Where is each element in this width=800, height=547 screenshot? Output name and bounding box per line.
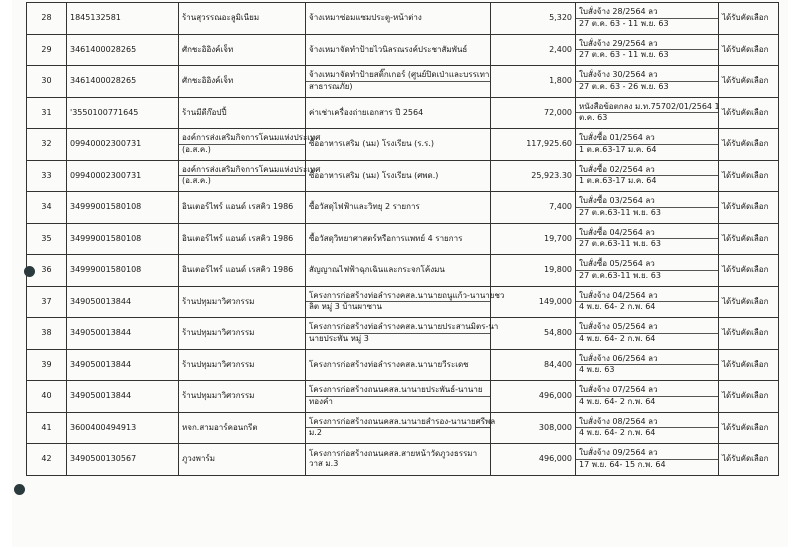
tax-id: 3600400494913 (67, 412, 179, 444)
order-reference-line: 1 ต.ค.63-17 ม.ค. 64 (579, 144, 657, 154)
item-description-line: จ้างเหมาซ่อมแซมประตู-หน้าต่าง (309, 13, 422, 22)
order-reference (576, 255, 719, 287)
item-description (306, 318, 499, 350)
item-description-line: ซื้ออาหารเสริม (นม) โรงเรียน (ศพด.) (309, 170, 439, 180)
vendor-name-line: อินเตอร์ไพร์ แอนด์ เรสคิว 1986 (182, 202, 294, 211)
vendor-name (179, 349, 306, 381)
item-description-line: โครงการก่อสร้างท่อลำรางคสล.นานายประสานมิตร-นา (306, 322, 490, 334)
tax-id: 3490500130567 (67, 444, 179, 476)
amount: 308,000 (491, 412, 576, 444)
selection-result: ได้รับคัดเลือก (719, 192, 779, 224)
selection-result: ได้รับคัดเลือก (719, 97, 779, 129)
amount: 72,000 (491, 97, 576, 129)
item-description-line: ซื้อวัสดุวิทยาศาสตร์หรือการแพทย์ 4 รายการ (309, 233, 463, 243)
row-number: 36 (27, 255, 67, 287)
document-page (12, 0, 788, 547)
order-reference-line: ใบสั่งจ้าง 29/2564 ลว (576, 39, 718, 51)
vendor-name (179, 34, 306, 66)
selection-result: ได้รับคัดเลือก (719, 286, 779, 318)
item-description (306, 381, 491, 413)
vendor-name (179, 66, 306, 98)
row-number: 42 (27, 444, 67, 476)
table-row (27, 318, 779, 350)
selection-result: ได้รับคัดเลือก (719, 318, 779, 350)
vendor-name (179, 412, 306, 444)
amount: 84,400 (491, 349, 576, 381)
item-description (306, 223, 491, 255)
order-reference (576, 97, 719, 129)
item-description-line: โครงการก่อสร้างถนนคสล.สายหน้าวัดภูวงธรรมาวาส ม.3 (309, 448, 478, 469)
vendor-name-line: (อ.ส.ค.) (182, 144, 211, 154)
order-reference-line: ใบสั่งซื้อ 03/2564 ลว (576, 196, 718, 208)
order-reference (576, 412, 719, 444)
order-reference-line: 27 ต.ค. 63 - 11 พ.ย. 63 (579, 50, 669, 60)
amount: 2,400 (491, 34, 576, 66)
order-reference-line: 27 ต.ค.63-11 พ.ย. 63 (579, 207, 661, 217)
row-number: 33 (27, 160, 67, 192)
row-number: 29 (27, 34, 67, 66)
item-description (306, 286, 505, 318)
order-reference-line: ใบสั่งจ้าง 09/2564 ลว (576, 448, 718, 460)
selection-result: ได้รับคัดเลือก (719, 255, 779, 287)
vendor-name (179, 129, 321, 161)
amount: 496,000 (491, 381, 576, 413)
amount: 117,925.60 (491, 129, 576, 161)
tax-id: 09940002300731 (67, 160, 179, 192)
selection-result: ได้รับคัดเลือก (719, 349, 779, 381)
item-description-line: จ้างเหมาจัดทำป้ายสติ๊กเกอร์ (ศูนย์ปิดเป่าและบรรเทา (306, 70, 490, 82)
order-reference-line: ใบสั่งซื้อ 04/2564 ลว (576, 228, 718, 240)
item-description (306, 66, 491, 98)
order-reference-line: 4 พ.ย. 64- 2 ก.พ. 64 (579, 396, 656, 406)
order-reference-line: 27 ต.ค.63-11 พ.ย. 63 (579, 239, 661, 249)
selection-result: ได้รับคัดเลือก (719, 34, 779, 66)
item-description-line: โครงการก่อสร้างท่อลำรางคสล.นานายวีระเดช (309, 359, 469, 369)
item-description (306, 3, 491, 35)
vendor-name-line: ศักชะอิอิงค์เจ็ท (182, 44, 234, 54)
table-body (27, 3, 779, 476)
tax-id: 1845132581 (67, 3, 179, 35)
vendor-name-line: อินเตอร์ไพร์ แอนด์ เรสคิว 1986 (182, 233, 294, 243)
item-description-line: จ้างเหมาจัดทำป้ายไวนิลรณรงค์ประชาสัมพันธ์ (309, 44, 468, 54)
item-description (306, 444, 491, 476)
order-reference (576, 444, 719, 476)
item-description-line: นายประพัน หมู่ 3 (309, 333, 369, 343)
item-description-line: ม.2 (309, 428, 322, 438)
tax-id: 349050013844 (67, 349, 179, 381)
item-description (306, 349, 491, 381)
order-reference (576, 349, 719, 381)
order-reference (576, 223, 719, 255)
row-number: 31 (27, 97, 67, 129)
item-description (306, 129, 491, 161)
order-reference (576, 34, 719, 66)
vendor-name-line: หจก.สามอาร์คอนกรีต (182, 422, 258, 432)
amount: 1,800 (491, 66, 576, 98)
row-number: 38 (27, 318, 67, 350)
order-reference-line: 17 พ.ย. 64- 15 ก.พ. 64 (579, 459, 666, 469)
item-description-line: โครงการก่อสร้างถนนคสล.นานายสำรอง-นานายศรีพล (306, 417, 490, 429)
order-reference-line: 4 พ.ย. 64- 2 ก.พ. 64 (579, 428, 656, 438)
table-row (27, 255, 779, 287)
vendor-name (179, 192, 306, 224)
item-description-line: ซื้ออาหารเสริม (นม) โรงเรียน (ร.ร.) (309, 139, 435, 148)
order-reference (576, 192, 719, 224)
vendor-name-line: ร้านมีดีก๊อปปี้ (182, 107, 227, 117)
item-description-line: ค่าเช่าเครื่องถ่ายเอกสาร ปี 2564 (309, 107, 424, 117)
vendor-name-line: ร้านปทุมมาวิศวกรรม (182, 296, 255, 306)
punch-hole (14, 484, 25, 495)
table-row (27, 349, 779, 381)
amount: 5,320 (491, 3, 576, 35)
selection-result: ได้รับคัดเลือก (719, 223, 779, 255)
order-reference-line: 4 พ.ย. 64- 2 ก.พ. 64 (579, 333, 656, 343)
order-reference (576, 129, 719, 161)
selection-result: ได้รับคัดเลือก (719, 444, 779, 476)
amount: 7,400 (491, 192, 576, 224)
order-reference-line: 27 ต.ค. 63 - 11 พ.ย. 63 (579, 18, 669, 28)
table-row (27, 444, 779, 476)
order-reference (576, 318, 719, 350)
row-number: 30 (27, 66, 67, 98)
tax-id: '3550100771645 (67, 97, 179, 129)
item-description-line: ทองคำ (309, 396, 333, 406)
amount: 19,800 (491, 255, 576, 287)
order-reference-line: 4 พ.ย. 64- 2 ก.พ. 64 (579, 302, 656, 312)
order-reference-line: ใบสั่งจ้าง 04/2564 ลว (576, 291, 718, 303)
order-reference-line: ใบสั่งจ้าง 30/2564 ลว (576, 70, 718, 82)
tax-id: 34999001580108 (67, 192, 179, 224)
order-reference-line: ใบสั่งจ้าง 06/2564 ลว (576, 354, 718, 366)
order-reference-line: 1 ต.ค.63-17 ม.ค. 64 (579, 176, 657, 186)
selection-result: ได้รับคัดเลือก (719, 412, 779, 444)
row-number: 37 (27, 286, 67, 318)
selection-result: ได้รับคัดเลือก (719, 3, 779, 35)
selection-result: ได้รับคัดเลือก (719, 66, 779, 98)
vendor-name (179, 3, 306, 35)
vendor-name (179, 160, 321, 192)
tax-id: 349050013844 (67, 286, 179, 318)
order-reference-line: ใบสั่งจ้าง 07/2564 ลว (576, 385, 718, 397)
table-row (27, 34, 779, 66)
table-row (27, 381, 779, 413)
tax-id: 3461400028265 (67, 66, 179, 98)
tax-id: 349050013844 (67, 318, 179, 350)
amount: 496,000 (491, 444, 576, 476)
table-row (27, 223, 779, 255)
order-reference-line: 27 ต.ค. 63 - 26 พ.ย. 63 (579, 81, 669, 91)
order-reference-line: 27 ต.ค.63-11 พ.ย. 63 (579, 270, 661, 280)
amount: 25,923.30 (491, 160, 576, 192)
vendor-name (179, 444, 306, 476)
order-reference (576, 3, 719, 35)
vendor-name (179, 286, 306, 318)
vendor-name-line: ศักชะอิอิงค์เจ็ท (182, 76, 234, 85)
table-row (27, 3, 779, 35)
vendor-name (179, 255, 306, 287)
item-description (306, 97, 491, 129)
item-description-line: ซื้อวัสดุไฟฟ้าและวิทยุ 2 รายการ (309, 202, 420, 211)
vendor-name-line: องค์การส่งเสริมกิจการโคนมแห่งประเทศ (179, 165, 305, 177)
vendor-name-line: ร้านปทุมมาวิศวกรรม (182, 359, 255, 369)
selection-result: ได้รับคัดเลือก (719, 129, 779, 161)
row-number: 28 (27, 3, 67, 35)
tax-id: 34999001580108 (67, 255, 179, 287)
table-row (27, 286, 779, 318)
order-reference-line: ใบสั่งซื้อ 05/2564 ลว (576, 259, 718, 271)
tax-id: 09940002300731 (67, 129, 179, 161)
item-description-line: ลิต หมู่ 3 บ้านผาซาน (309, 302, 382, 312)
table-row (27, 129, 779, 161)
row-number: 41 (27, 412, 67, 444)
order-reference (576, 286, 719, 318)
punch-hole (24, 266, 35, 277)
vendor-name-line: ร้านสุวรรณอะลูมิเนียม (182, 13, 260, 22)
row-number: 35 (27, 223, 67, 255)
order-reference (576, 160, 719, 192)
vendor-name-line: ร้านปทุมมาวิศวกรรม (182, 391, 255, 400)
selection-result: ได้รับคัดเลือก (719, 381, 779, 413)
order-reference-line: ใบสั่งซื้อ 02/2564 ลว (576, 165, 718, 177)
order-reference (576, 66, 719, 98)
vendor-name (179, 97, 306, 129)
row-number: 39 (27, 349, 67, 381)
item-description (306, 160, 491, 192)
table-row (27, 66, 779, 98)
procurement-table (26, 2, 779, 476)
row-number: 34 (27, 192, 67, 224)
row-number: 40 (27, 381, 67, 413)
item-description (306, 255, 491, 287)
order-reference-line: หนังสือข้อตกลง ม.ท.75702/01/2564 1 (576, 102, 718, 114)
order-reference-line: ใบสั่งจ้าง 28/2564 ลว (576, 7, 718, 19)
vendor-name (179, 381, 306, 413)
vendor-name-line: องค์การส่งเสริมกิจการโคนมแห่งประเทศ (179, 133, 305, 145)
table-row (27, 412, 779, 444)
item-description-line: สาธารณภัย) (309, 81, 353, 91)
tax-id: 349050013844 (67, 381, 179, 413)
vendor-name-line: ภูวงพาร์ม (182, 454, 216, 463)
item-description-line: โครงการก่อสร้างถนนคสล.นานายประพันธ์-นานาย (306, 385, 490, 397)
amount: 19,700 (491, 223, 576, 255)
vendor-name-line: ร้านปทุมมาวิศวกรรม (182, 328, 255, 337)
order-reference-line: ใบสั่งจ้าง 08/2564 ลว (576, 417, 718, 429)
table-row (27, 97, 779, 129)
item-description (306, 34, 491, 66)
order-reference (576, 381, 719, 413)
vendor-name (179, 318, 306, 350)
amount: 54,800 (491, 318, 576, 350)
order-reference-line: 4 พ.ย. 63 (579, 365, 615, 375)
vendor-name (179, 223, 306, 255)
tax-id: 3461400028265 (67, 34, 179, 66)
table-row (27, 160, 779, 192)
amount: 149,000 (491, 286, 576, 318)
item-description (306, 192, 491, 224)
tax-id: 34999001580108 (67, 223, 179, 255)
row-number: 32 (27, 129, 67, 161)
order-reference-line: ใบสั่งซื้อ 01/2564 ลว (576, 133, 718, 145)
item-description (306, 412, 496, 444)
vendor-name-line: อินเตอร์ไพร์ แอนด์ เรสคิว 1986 (182, 265, 294, 274)
item-description-line: โครงการก่อสร้างท่อลำรางคสล.นานายถนูแก้ว-นานายชว (306, 291, 490, 303)
order-reference-line: ใบสั่งจ้าง 05/2564 ลว (576, 322, 718, 334)
order-reference-line: ต.ค. 63 (579, 113, 608, 123)
selection-result: ได้รับคัดเลือก (719, 160, 779, 192)
vendor-name-line: (อ.ส.ค.) (182, 176, 211, 186)
table-row (27, 192, 779, 224)
item-description-line: สัญญาณไฟฟ้าฉุกเฉินและกระจกโค้งมน (309, 265, 445, 274)
